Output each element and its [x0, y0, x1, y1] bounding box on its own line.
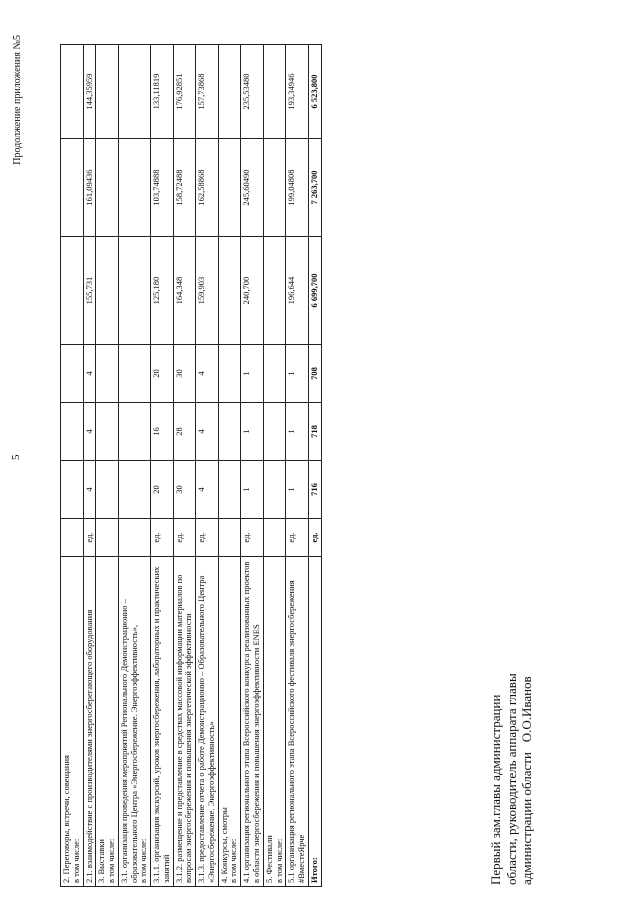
cell-unit: ед.: [241, 519, 264, 557]
cell-value: [118, 45, 150, 139]
table-total-row: [308, 45, 321, 887]
cell-description: 3.1.3. предоставление отчета о работе Демонстрационно – Образовательного Центра «Энергосбережение. Энергоэффективность»: [196, 557, 219, 887]
cell-unit: [61, 519, 84, 557]
data-table: [60, 44, 322, 887]
cell-value: 199,04808: [286, 139, 309, 237]
table-row: [196, 45, 219, 887]
cell-value: [96, 45, 119, 139]
cell-value: [218, 45, 241, 139]
cell-value: 30: [173, 345, 196, 403]
cell-value: 235,53480: [241, 45, 264, 139]
cell-unit: ед.: [196, 519, 219, 557]
cell-value: 196,644: [286, 237, 309, 345]
table-row: [218, 45, 241, 887]
cell-value: [218, 237, 241, 345]
cell-value: 144,35959: [83, 45, 96, 139]
table-row: [83, 45, 96, 887]
cell-value: 155,731: [83, 237, 96, 345]
cell-unit: [263, 519, 286, 557]
cell-value: [118, 345, 150, 403]
cell-value: [263, 345, 286, 403]
cell-unit: ед.: [83, 519, 96, 557]
cell-value: [61, 461, 84, 519]
cell-value: 4: [83, 345, 96, 403]
cell-value: [61, 139, 84, 237]
signature-line-1: Первый зам.главы администрации: [488, 694, 503, 885]
cell-value: [263, 237, 286, 345]
cell-value: [218, 139, 241, 237]
cell-value: [263, 139, 286, 237]
cell-value: 28: [173, 403, 196, 461]
table-row: [151, 45, 174, 887]
cell-description: 3.1.1. организация экскурсий, уроков энергосбережения, лабораторных и практических занятий: [151, 557, 174, 887]
cell-value: 245,60490: [241, 139, 264, 237]
cell-value: [218, 345, 241, 403]
cell-value: 4: [196, 461, 219, 519]
page-number: 5: [10, 454, 22, 460]
cell-value: [61, 237, 84, 345]
table-row: [263, 45, 286, 887]
signature-block: [488, 673, 535, 885]
cell-value: 1: [286, 345, 309, 403]
cell-value: [263, 461, 286, 519]
cell-value: 158,72488: [173, 139, 196, 237]
cell-value: 6 523,800: [308, 45, 321, 139]
table-row: [286, 45, 309, 887]
cell-unit: ед.: [286, 519, 309, 557]
cell-value: [118, 461, 150, 519]
cell-value: 4: [196, 403, 219, 461]
cell-value: 1: [241, 345, 264, 403]
cell-description: 2. Переговоры, встречи, совещания в том числе:: [61, 557, 84, 887]
cell-value: 4: [196, 345, 219, 403]
cell-value: 718: [308, 403, 321, 461]
signature-line-2: области, руководитель аппарата главы: [503, 673, 519, 885]
cell-value: [218, 461, 241, 519]
cell-value: [263, 403, 286, 461]
cell-value: 103,74888: [151, 139, 174, 237]
cell-value: [96, 403, 119, 461]
cell-description: 3.1.2. размещение и представление в средствах массовой информации материалов по вопросам энергосбережения и повышения энергетической эффективности: [173, 557, 196, 887]
signature-line-3: [519, 673, 535, 885]
cell-value: 176,92851: [173, 45, 196, 139]
cell-value: 133,11819: [151, 45, 174, 139]
cell-value: [96, 461, 119, 519]
table-row: [96, 45, 119, 887]
signature-title: администрации области: [519, 752, 535, 885]
cell-value: 1: [241, 403, 264, 461]
cell-unit: ед.: [308, 519, 321, 557]
cell-value: 162,58868: [196, 139, 219, 237]
cell-unit: ед.: [173, 519, 196, 557]
cell-value: 716: [308, 461, 321, 519]
cell-value: [96, 345, 119, 403]
cell-value: [96, 139, 119, 237]
cell-value: 7 263,700: [308, 139, 321, 237]
cell-description: 2.1. взаимодействие с производителями энергосберегающего оборудования: [83, 557, 96, 887]
cell-value: 164,348: [173, 237, 196, 345]
cell-description: 3.1. организация проведения мероприятий Регионального Демонстрационно – образовательного Центра «Энергосбережение. Энергоэффективность», в том числе:: [118, 557, 150, 887]
cell-value: 159,903: [196, 237, 219, 345]
cell-description: 3. Выставки в том числе:: [96, 557, 119, 887]
cell-value: 708: [308, 345, 321, 403]
cell-value: [96, 237, 119, 345]
cell-value: 193,34946: [286, 45, 309, 139]
cell-value: [263, 45, 286, 139]
cell-value: 16: [151, 403, 174, 461]
cell-value: 125,180: [151, 237, 174, 345]
cell-value: 1: [286, 461, 309, 519]
cell-value: 20: [151, 345, 174, 403]
table-row: [118, 45, 150, 887]
cell-value: 240,700: [241, 237, 264, 345]
cell-value: 4: [83, 461, 96, 519]
table-row: [173, 45, 196, 887]
cell-value: 30: [173, 461, 196, 519]
cell-description: 4.1 организация регионального этапа Всероссийского конкурса реализованных проектов в области энергосбережения и повышения энергоэффективности ENES: [241, 557, 264, 887]
cell-value: [118, 403, 150, 461]
cell-value: [61, 403, 84, 461]
signature-name: О.О.Иванов: [519, 676, 535, 743]
cell-value: 4: [83, 403, 96, 461]
table-row: [61, 45, 84, 887]
cell-value: 157,73868: [196, 45, 219, 139]
cell-value: [118, 237, 150, 345]
cell-description: 5. Фестивали в том числе:: [263, 557, 286, 887]
cell-value: 6 699,700: [308, 237, 321, 345]
cell-value: 20: [151, 461, 174, 519]
cell-value: [218, 403, 241, 461]
cell-value: [61, 45, 84, 139]
continuation-label: Продолжение приложения №5: [12, 35, 23, 165]
cell-description: 5.1 организация регионального этапа Всероссийского фестиваля энергосбережения #ВместеЯрче: [286, 557, 309, 887]
table-body: [61, 45, 322, 887]
cell-value: 1: [286, 403, 309, 461]
table-row: [241, 45, 264, 887]
cell-unit: [96, 519, 119, 557]
cell-value: 1: [241, 461, 264, 519]
cell-value: 161,09436: [83, 139, 96, 237]
cell-unit: ед.: [151, 519, 174, 557]
cell-unit: [218, 519, 241, 557]
cell-description: 4. Конкурсы, смотры в том числе:: [218, 557, 241, 887]
cell-value: [61, 345, 84, 403]
cell-unit: [118, 519, 150, 557]
cell-description: Итого:: [308, 557, 321, 887]
cell-value: [118, 139, 150, 237]
